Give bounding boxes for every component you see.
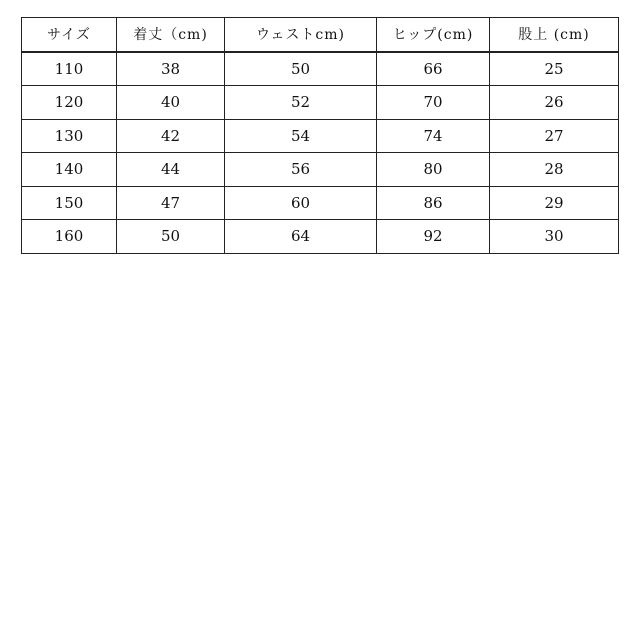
table-row [22,220,619,254]
cell-rise: 29 [490,186,619,220]
cell-waist: 50 [225,52,377,86]
table-header [22,18,619,52]
table-row [22,186,619,220]
cell-size: 120 [22,86,117,120]
header-hip: ヒップ(cm) [377,18,490,52]
header-waist: ウェストcm) [225,18,377,52]
cell-length: 44 [117,153,225,187]
cell-length: 38 [117,52,225,86]
cell-length: 47 [117,186,225,220]
cell-hip: 70 [377,86,490,120]
table-body [22,52,619,254]
size-chart-table [21,17,619,254]
cell-hip: 86 [377,186,490,220]
header-length: 着丈（cm) [117,18,225,52]
cell-hip: 74 [377,119,490,153]
cell-waist: 56 [225,153,377,187]
cell-waist: 54 [225,119,377,153]
cell-length: 50 [117,220,225,254]
table-row [22,119,619,153]
cell-waist: 60 [225,186,377,220]
cell-rise: 30 [490,220,619,254]
cell-size: 150 [22,186,117,220]
cell-size: 110 [22,52,117,86]
cell-length: 42 [117,119,225,153]
table-row [22,153,619,187]
cell-size: 130 [22,119,117,153]
cell-rise: 27 [490,119,619,153]
cell-hip: 80 [377,153,490,187]
header-size: サイズ [22,18,117,52]
cell-rise: 28 [490,153,619,187]
header-row [22,18,619,52]
cell-length: 40 [117,86,225,120]
cell-hip: 66 [377,52,490,86]
table-row [22,86,619,120]
cell-waist: 52 [225,86,377,120]
header-rise: 股上 (cm) [490,18,619,52]
cell-size: 160 [22,220,117,254]
cell-size: 140 [22,153,117,187]
cell-waist: 64 [225,220,377,254]
table-row [22,52,619,86]
cell-rise: 25 [490,52,619,86]
cell-hip: 92 [377,220,490,254]
cell-rise: 26 [490,86,619,120]
